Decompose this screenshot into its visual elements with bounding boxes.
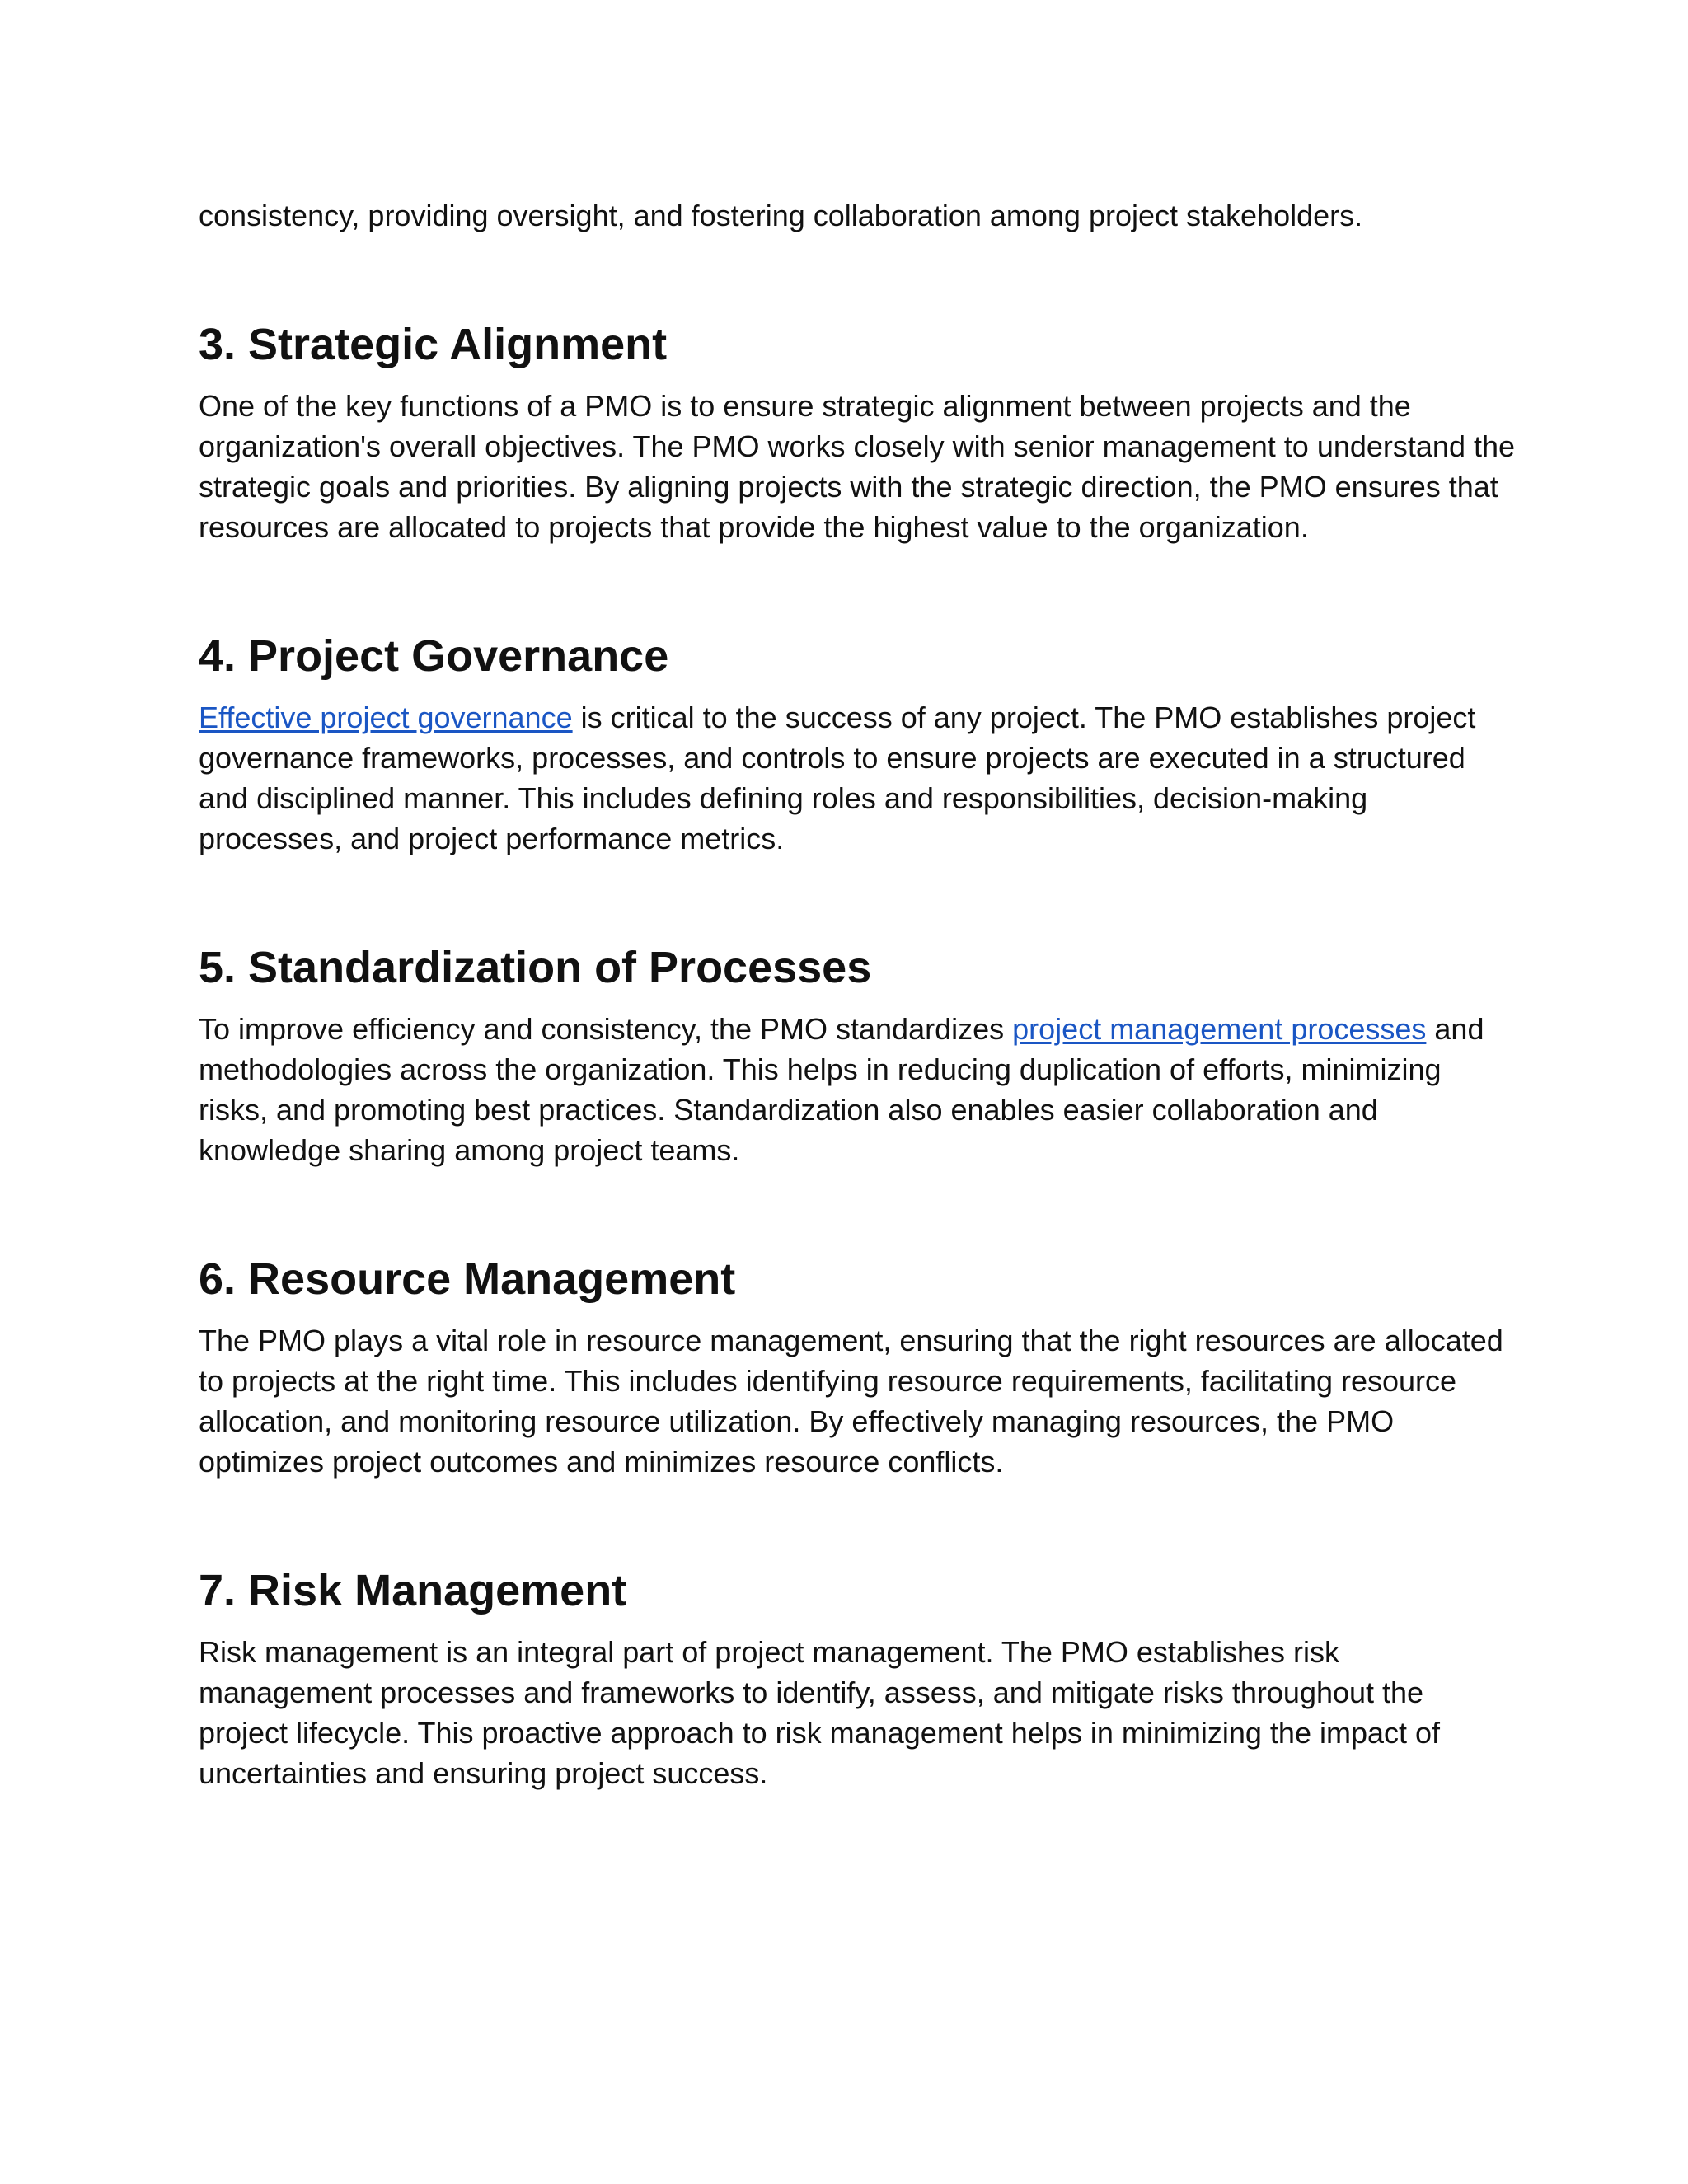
- section-body: [199, 1009, 1517, 1170]
- section-body: The PMO plays a vital role in resource management, ensuring that the right resources are allocated to projects at the right time. This includes identifying resource requirements, facilitating resource allocation, and monitoring resource utilization. By effectively managing resources, the PMO optimizes project outcomes and minimizes resource conflicts.: [199, 1324, 1503, 1479]
- section-heading: 5. Standardization of Processes: [199, 943, 872, 992]
- section-heading: 6. Resource Management: [199, 1254, 736, 1304]
- intro-paragraph: consistency, providing oversight, and fostering collaboration among project stakeholders.: [199, 199, 1363, 232]
- section-heading: 4. Project Governance: [199, 631, 669, 681]
- section-heading: 3. Strategic Alignment: [199, 320, 668, 369]
- document-content: [199, 195, 1517, 1793]
- section-strategic-alignment: [199, 318, 1517, 547]
- section-body: [199, 697, 1517, 859]
- section-risk-management: [199, 1564, 1517, 1793]
- section-body-text: To improve efficiency and consistency, the PMO standardizes: [199, 1012, 1013, 1046]
- section-body-text: and methodologies across the organization. This helps in reducing duplication of efforts, minimizing risks, and promoting best practices. Standardization also enables easier collaboration and knowledge sharing among project teams.: [199, 1012, 1484, 1167]
- section-heading: 7. Risk Management: [199, 1566, 627, 1615]
- effective-project-governance-link[interactable]: Effective project governance: [199, 701, 573, 734]
- section-body-text: is critical to the success of any project. The PMO establishes project governance frameworks, processes, and controls to ensure projects are executed in a structured and disciplined manner. This includes defining roles and responsibilities, decision-making processes, and project performance metrics.: [199, 701, 1476, 855]
- section-resource-management: [199, 1253, 1517, 1482]
- section-body: One of the key functions of a PMO is to ensure strategic alignment between projects and the organization's overall objectives. The PMO works closely with senior management to understand the strategic goals and priorities. By aligning projects with the strategic direction, the PMO ensures that resources are allocated to projects that provide the highest value to the organization.: [199, 389, 1516, 544]
- section-project-governance: [199, 630, 1517, 859]
- section-body: Risk management is an integral part of project management. The PMO establishes risk management processes and frameworks to identify, assess, and mitigate risks throughout the project lifecycle. This proactive approach to risk management helps in minimizing the impact of uncertainties and ensuring project success.: [199, 1635, 1441, 1790]
- section-standardization: [199, 941, 1517, 1170]
- project-management-processes-link[interactable]: project management processes: [1012, 1012, 1427, 1046]
